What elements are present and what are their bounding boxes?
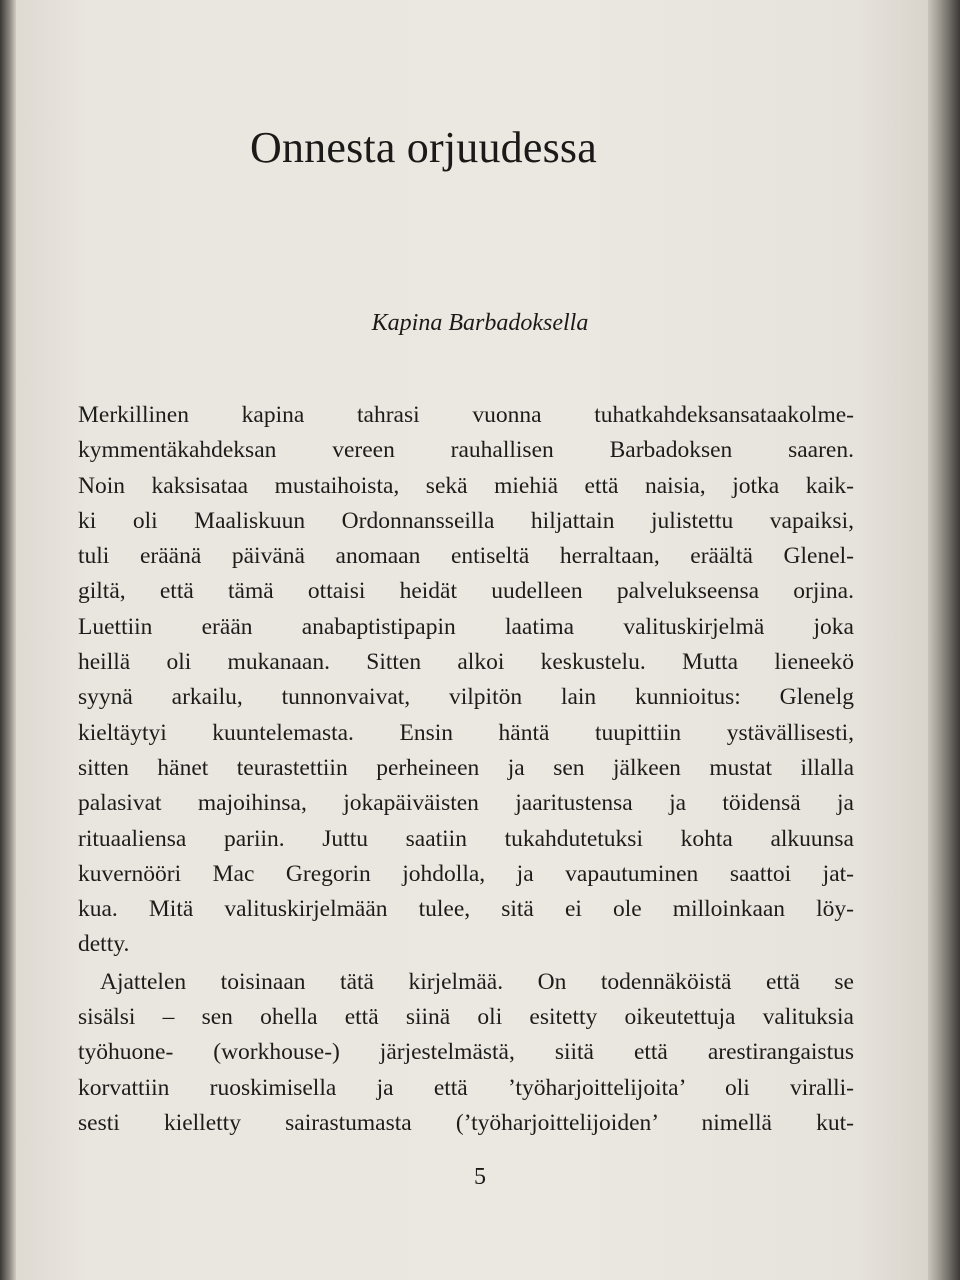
section-title: Kapina Barbadoksella [371,310,589,336]
text-line: heillä oli mukanaan. Sitten alkoi keskustelu. Mutta lieneekö [78,649,854,676]
text-line: giltä, että tämä ottaisi heidät uudelleen palvelukseensa orjina. [78,578,854,605]
text-line: sisälsi – sen ohella että siinä oli esitetty oikeutettuja valituksia [78,1004,854,1031]
text-line: kieltäytyi kuuntelemasta. Ensin häntä tuupittiin ystävällisesti, [78,719,854,746]
book-edge-shadow [928,0,960,1280]
text-line: korvattiin ruoskimisella ja että ’työharjoittelijoita’ oli viralli- [78,1074,854,1101]
text-line: tuli eräänä päivänä anomaan entiseltä herraltaan, eräältä Glenel- [78,543,854,570]
book-spine-shadow [0,0,16,1280]
chapter-title: Onnesta orjuudessa [250,123,597,172]
text-line: ki oli Maaliskuun Ordonnansseilla hiljattain julistettu vapaiksi, [78,507,854,534]
text-line: detty. [78,931,130,958]
page-number: 5 [474,1164,486,1190]
body-text [78,398,854,1141]
text-line: kuvernööri Mac Gregorin johdolla, ja vapautuminen saattoi jat- [78,860,854,887]
text-line: Luettiin erään anabaptistipapin laatima valituskirjelmä joka [78,613,854,640]
text-line: sesti kielletty sairastumasta (’työharjoittelijoiden’ nimellä kut- [78,1109,854,1136]
text-line: Merkillinen kapina tahrasi vuonna tuhatkahdeksansataakolme- [78,402,854,428]
text-line: työhuone- (workhouse-) järjestelmästä, siitä että arestirangaistus [78,1039,854,1066]
text-line: Noin kaksisataa mustaihoista, sekä miehiä että naisia, jotka kaik- [78,472,854,499]
paragraph-1 [78,398,854,963]
text-line: syynä arkailu, tunnonvaivat, vilpitön lain kunnioitus: Glenelg [78,684,854,711]
text-line: palasivat majoihinsa, jokapäiväisten jaaritustensa ja töidensä ja [78,790,854,817]
text-line: rituaaliensa pariin. Juttu saatiin tukahdutetuksi kohta alkuunsa [78,825,854,852]
text-line: Ajattelen toisinaan tätä kirjelmää. On todennäköistä että se [100,968,854,995]
text-line: sitten hänet teurastettiin perheineen ja sen jälkeen mustat illalla [78,754,854,781]
text-line: kua. Mitä valituskirjelmään tulee, sitä ei ole milloinkaan löy- [78,896,854,923]
paragraph-2 [78,965,854,1141]
text-line: kymmentäkahdeksan vereen rauhallisen Barbadoksen saaren. [78,437,854,464]
